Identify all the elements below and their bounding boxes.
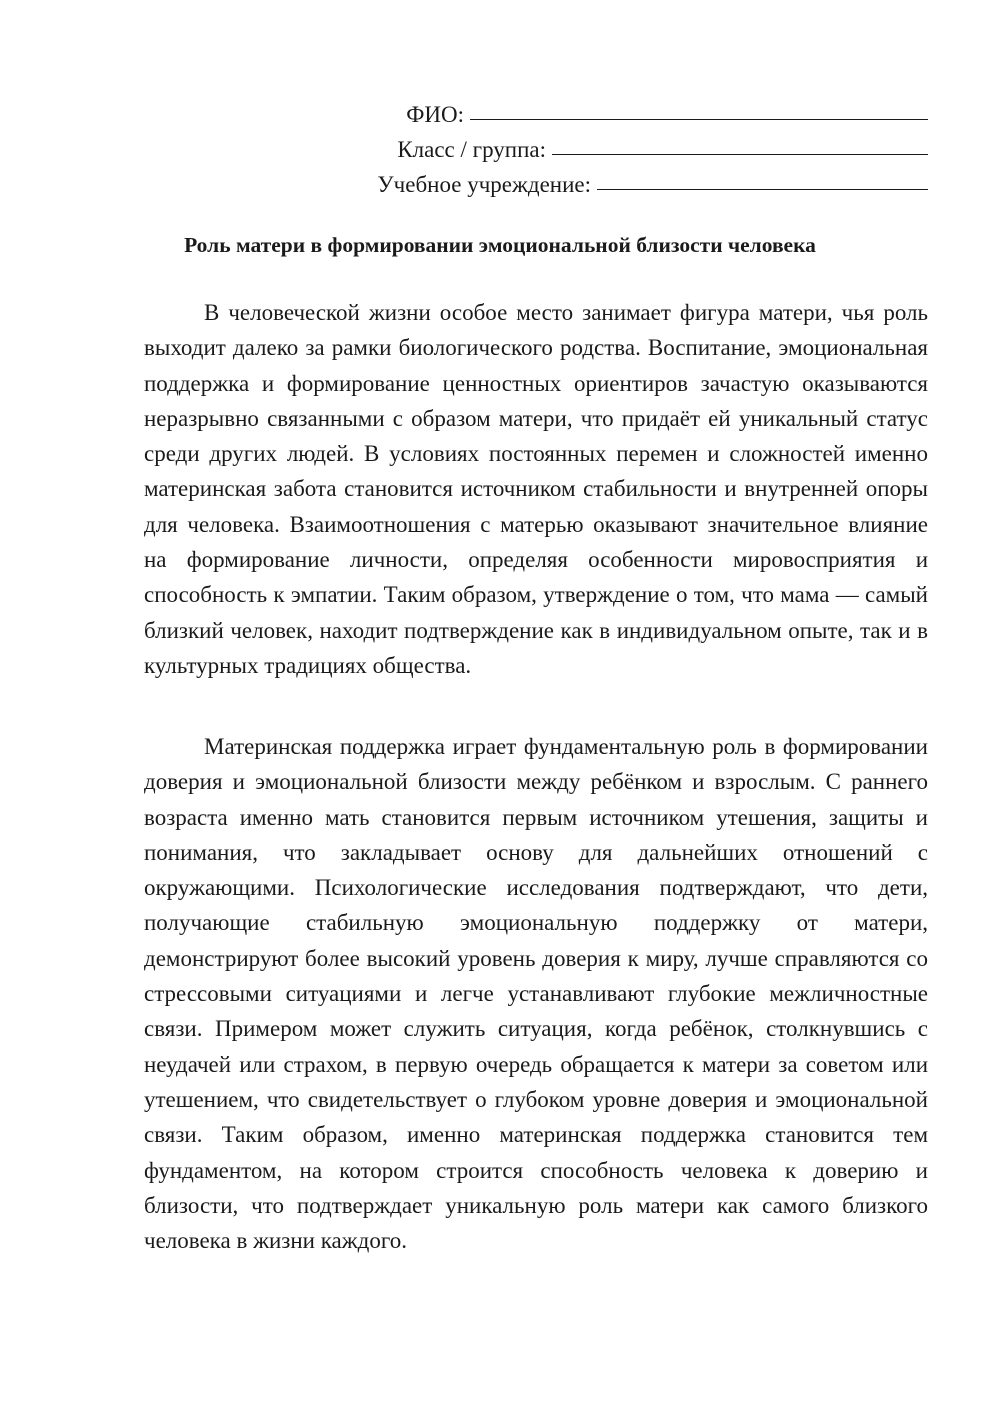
fio-blank-line bbox=[470, 119, 928, 120]
document-title: Роль матери в формировании эмоциональной близости человека bbox=[184, 233, 816, 257]
class-row bbox=[328, 128, 928, 163]
school-label: Учебное учреждение: bbox=[377, 172, 591, 197]
paragraph-2: Материнская поддержка играет фундаментальную роль в формировании доверия и эмоциональной близости между ребёнком и взрослым. С раннего возраста именно мать становится первым источником утешения, защиты и понимания, что закладывает основу для дальнейших отношений с окружающими. Психологические исследования подтверждают, что дети, получающие стабильную эмоциональную поддержку от матери, демонстрируют более высокий уровень доверия к миру, лучше справляются со стрессовыми ситуациями и легче устанавливают глубокие межличностные связи. Примером может служить ситуация, когда ребёнок, столкнувшись с неудачей или страхом, в первую очередь обращается к матери за советом или утешением, что свидетельствует о глубоком уровне доверия и эмоциональной связи. Таким образом, именно материнская поддержка становится тем фундаментом, на котором строится способность человека к доверию и близости, что подтверждает уникальную роль матери как самого близкого человека в жизни каждого. bbox=[144, 734, 928, 1254]
fio-row bbox=[328, 93, 928, 128]
class-label: Класс / группа: bbox=[397, 137, 546, 162]
paragraph-1: В человеческой жизни особое место занимает фигура матери, чья роль выходит далеко за рамки биологического родства. Воспитание, эмоциональная поддержка и формирование ценностных ориентиров зачастую оказываются неразрывно связанными с образом матери, что придаёт ей уникальный статус среди других людей. В условиях постоянных перемен и сложностей именно материнская забота становится источником стабильности и внутренней опоры для человека. Взаимоотношения с матерью оказывают значительное влияние на формирование личности, определяя особенности мировосприятия и способность к эмпатии. Таким образом, утверждение о том, что мама — самый близкий человек, находит подтверждение как в индивидуальном опыте, так и в культурных традициях общества. bbox=[144, 300, 928, 678]
fio-label: ФИО: bbox=[406, 102, 464, 127]
school-row bbox=[328, 163, 928, 198]
student-info-block bbox=[328, 93, 928, 198]
school-blank-line bbox=[597, 189, 928, 190]
class-blank-line bbox=[552, 154, 928, 155]
